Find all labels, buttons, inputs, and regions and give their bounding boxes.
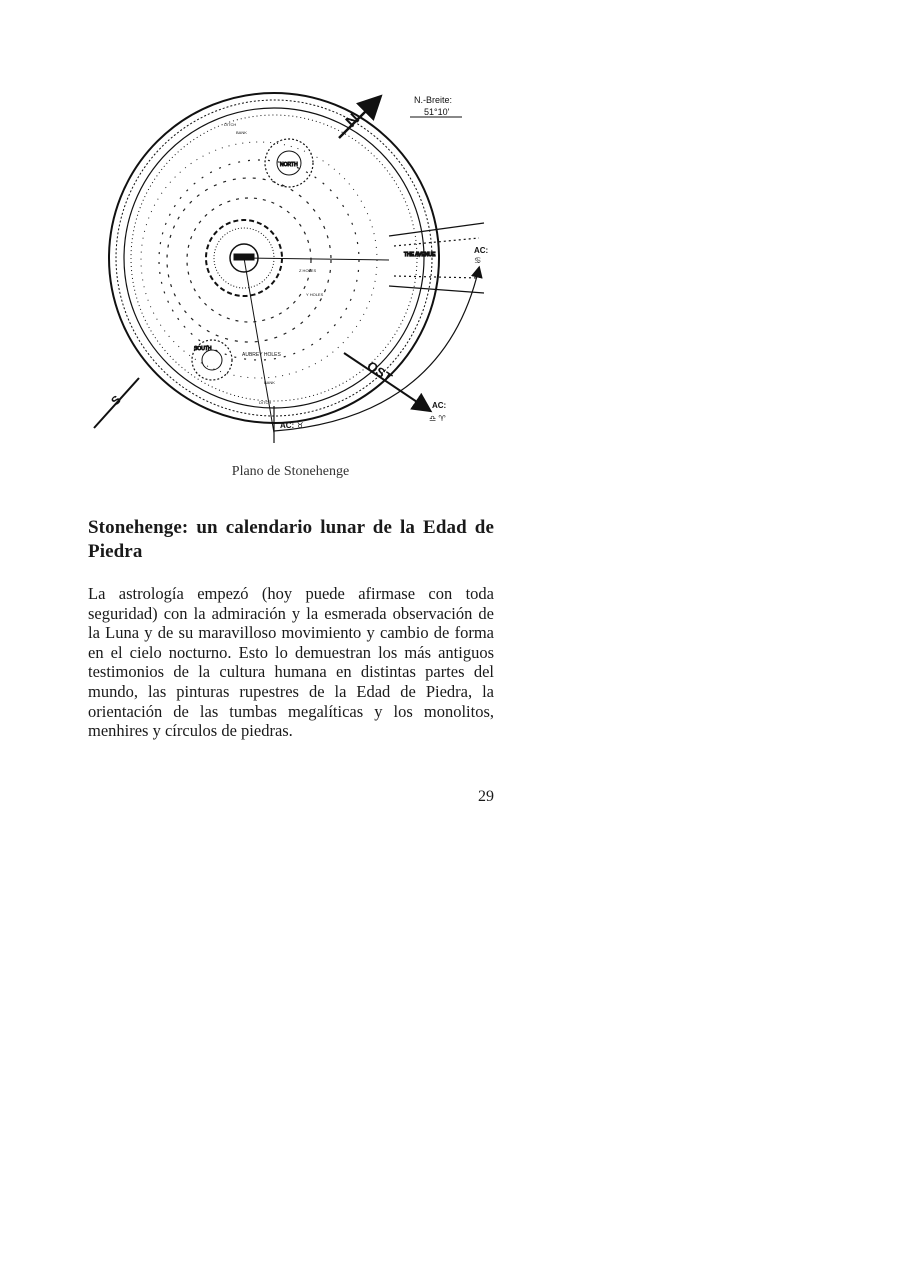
stonehenge-plan-drawing: [84, 88, 494, 453]
svg-text:S: S: [108, 392, 124, 409]
latitude-label: [410, 95, 462, 117]
north-barrow: [265, 139, 313, 187]
aubrey-holes-label: AUBREY HOLES: [242, 352, 281, 358]
ditch-label-top: DITCH: [224, 122, 237, 127]
bank-label-top: BANK: [236, 130, 247, 135]
south-arrow: [94, 378, 139, 428]
south-barrow: [192, 340, 232, 380]
solstice-axis: [244, 258, 389, 433]
bank-label-bottom: BANK: [264, 380, 275, 385]
ac-label-bottom: AC: ♉: [280, 421, 304, 430]
ac-sign-top: ♋: [474, 256, 482, 265]
svg-text:N.-Breite:: N.-Breite:: [414, 95, 453, 105]
svg-text:OST: OST: [364, 358, 395, 386]
ac-label-right: AC:: [432, 401, 447, 410]
ascendant-arcs: [274, 268, 479, 443]
stonehenge-plan-figure: [84, 88, 494, 453]
section-heading: Stonehenge: un calendario lunar de la Edad de Piedra: [88, 517, 494, 562]
page-number: 29: [478, 788, 494, 805]
ac-label-top: AC:: [474, 246, 489, 255]
svg-text:N: N: [342, 110, 364, 131]
svg-text:NORTH: NORTH: [280, 162, 298, 168]
ac-sign-right: ♎ ♈: [429, 414, 446, 423]
body-paragraph: La astrología empezó (hoy puede afirmase con toda seguridad) con la admiración y la esmerada observación de la Luna y de su maravilloso movimiento y cambio de forma en el cielo nocturno. Esto lo demuestran los más antiguos testimonios de la cultura humana en distintas partes del mundo, las pinturas rupestres de la Edad de Piedra, la orientación de las tumbas megalíticas y los monolitos, menhires y círculos de piedras.: [88, 584, 494, 741]
y-holes-label: Y HOLES: [306, 292, 324, 297]
ditch-label-bottom: DITCH: [259, 400, 272, 405]
svg-text:THE AVENUE: THE AVENUE: [404, 252, 436, 258]
north-arrow: [339, 98, 379, 138]
figure-caption: Plano de Stonehenge: [231, 464, 350, 479]
z-holes-label: Z HOLES: [299, 268, 317, 273]
svg-text:SOUTH: SOUTH: [194, 346, 212, 352]
svg-text:51°10': 51°10': [424, 107, 450, 117]
